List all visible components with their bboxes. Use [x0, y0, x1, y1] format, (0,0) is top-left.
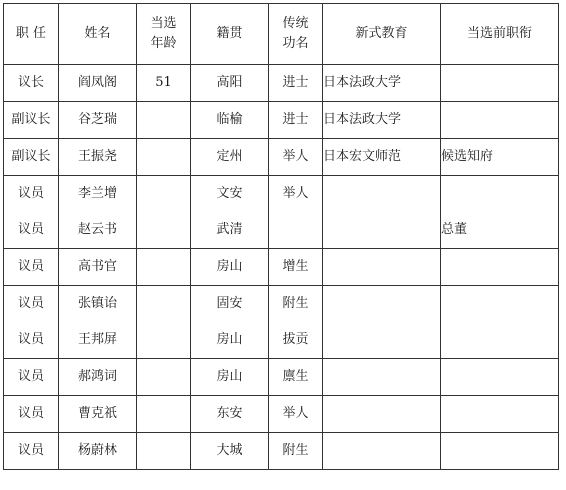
cell-position: 副议长	[4, 139, 59, 176]
cell-prior-title	[441, 102, 559, 139]
cell-education	[323, 286, 441, 359]
cell-education	[323, 249, 441, 286]
cell-degree: 举人	[269, 139, 323, 176]
cell-degree: 附生 拔贡	[269, 286, 323, 359]
header-degree-line2: 功名	[282, 36, 309, 51]
cell-age: 51	[137, 65, 191, 102]
cell-education	[323, 359, 441, 396]
cell-degree: 附生	[269, 433, 323, 470]
cell-name: 王振尧	[59, 139, 137, 176]
cell-position: 议员	[4, 433, 59, 470]
cell-origin: 房山	[191, 359, 269, 396]
table-row	[4, 249, 559, 286]
cell-prior-title: 候选知府	[441, 139, 559, 176]
cell-prior-title	[441, 249, 559, 286]
cell-age	[137, 286, 191, 359]
cell-origin: 大城	[191, 433, 269, 470]
cell-degree: 举人	[269, 396, 323, 433]
header-age-line1: 当选	[150, 16, 177, 31]
header-age-line2: 年龄	[150, 36, 177, 51]
cell-age	[137, 433, 191, 470]
header-age	[137, 4, 191, 65]
cell-prior-title	[441, 396, 559, 433]
cell-origin: 定州	[191, 139, 269, 176]
cell-age	[137, 102, 191, 139]
cell-name: 阎凤阁	[59, 65, 137, 102]
header-education: 新式教育	[323, 4, 441, 65]
cell-position: 议员 议员	[4, 286, 59, 359]
cell-origin: 临榆	[191, 102, 269, 139]
table-row	[4, 433, 559, 470]
header-origin: 籍贯	[191, 4, 269, 65]
cell-name: 谷芝瑞	[59, 102, 137, 139]
cell-education: 日本宏文师范	[323, 139, 441, 176]
cell-prior-title: 总董	[441, 176, 559, 249]
header-prior-title: 当选前职衔	[441, 4, 559, 65]
cell-origin: 高阳	[191, 65, 269, 102]
cell-degree: 进士	[269, 102, 323, 139]
cell-age	[137, 139, 191, 176]
cell-position: 副议长	[4, 102, 59, 139]
cell-prior-title	[441, 359, 559, 396]
cell-name: 曹克祇	[59, 396, 137, 433]
cell-name: 郝鸿词	[59, 359, 137, 396]
table-row	[4, 102, 559, 139]
header-degree	[269, 4, 323, 65]
table-row	[4, 396, 559, 433]
cell-degree: 廪生	[269, 359, 323, 396]
cell-age	[137, 359, 191, 396]
cell-degree: 进士	[269, 65, 323, 102]
cell-position: 议员	[4, 359, 59, 396]
cell-origin: 房山	[191, 249, 269, 286]
cell-name: 杨蔚林	[59, 433, 137, 470]
roster-table	[3, 3, 559, 470]
cell-education: 日本法政大学	[323, 102, 441, 139]
cell-prior-title	[441, 65, 559, 102]
cell-origin: 文安 武清	[191, 176, 269, 249]
cell-name: 张镇诒 王邦屏	[59, 286, 137, 359]
table-row-group	[4, 176, 559, 249]
header-row	[4, 4, 559, 65]
table-row	[4, 359, 559, 396]
cell-position: 议员	[4, 396, 59, 433]
cell-prior-title	[441, 433, 559, 470]
cell-position: 议员	[4, 249, 59, 286]
header-name: 姓名	[59, 4, 137, 65]
cell-education	[323, 396, 441, 433]
cell-degree: 举人	[269, 176, 323, 249]
cell-origin: 固安 房山	[191, 286, 269, 359]
cell-education	[323, 433, 441, 470]
cell-name: 高书官	[59, 249, 137, 286]
cell-position: 议员 议员	[4, 176, 59, 249]
cell-age	[137, 176, 191, 249]
table-row-group	[4, 286, 559, 359]
header-position: 职 任	[4, 4, 59, 65]
cell-education	[323, 176, 441, 249]
cell-education: 日本法政大学	[323, 65, 441, 102]
cell-age	[137, 396, 191, 433]
cell-degree: 增生	[269, 249, 323, 286]
cell-origin: 东安	[191, 396, 269, 433]
cell-age	[137, 249, 191, 286]
table-row	[4, 65, 559, 102]
header-degree-line1: 传统	[282, 16, 309, 31]
table-row	[4, 139, 559, 176]
cell-prior-title	[441, 286, 559, 359]
cell-name: 李兰增 赵云书	[59, 176, 137, 249]
cell-position: 议长	[4, 65, 59, 102]
